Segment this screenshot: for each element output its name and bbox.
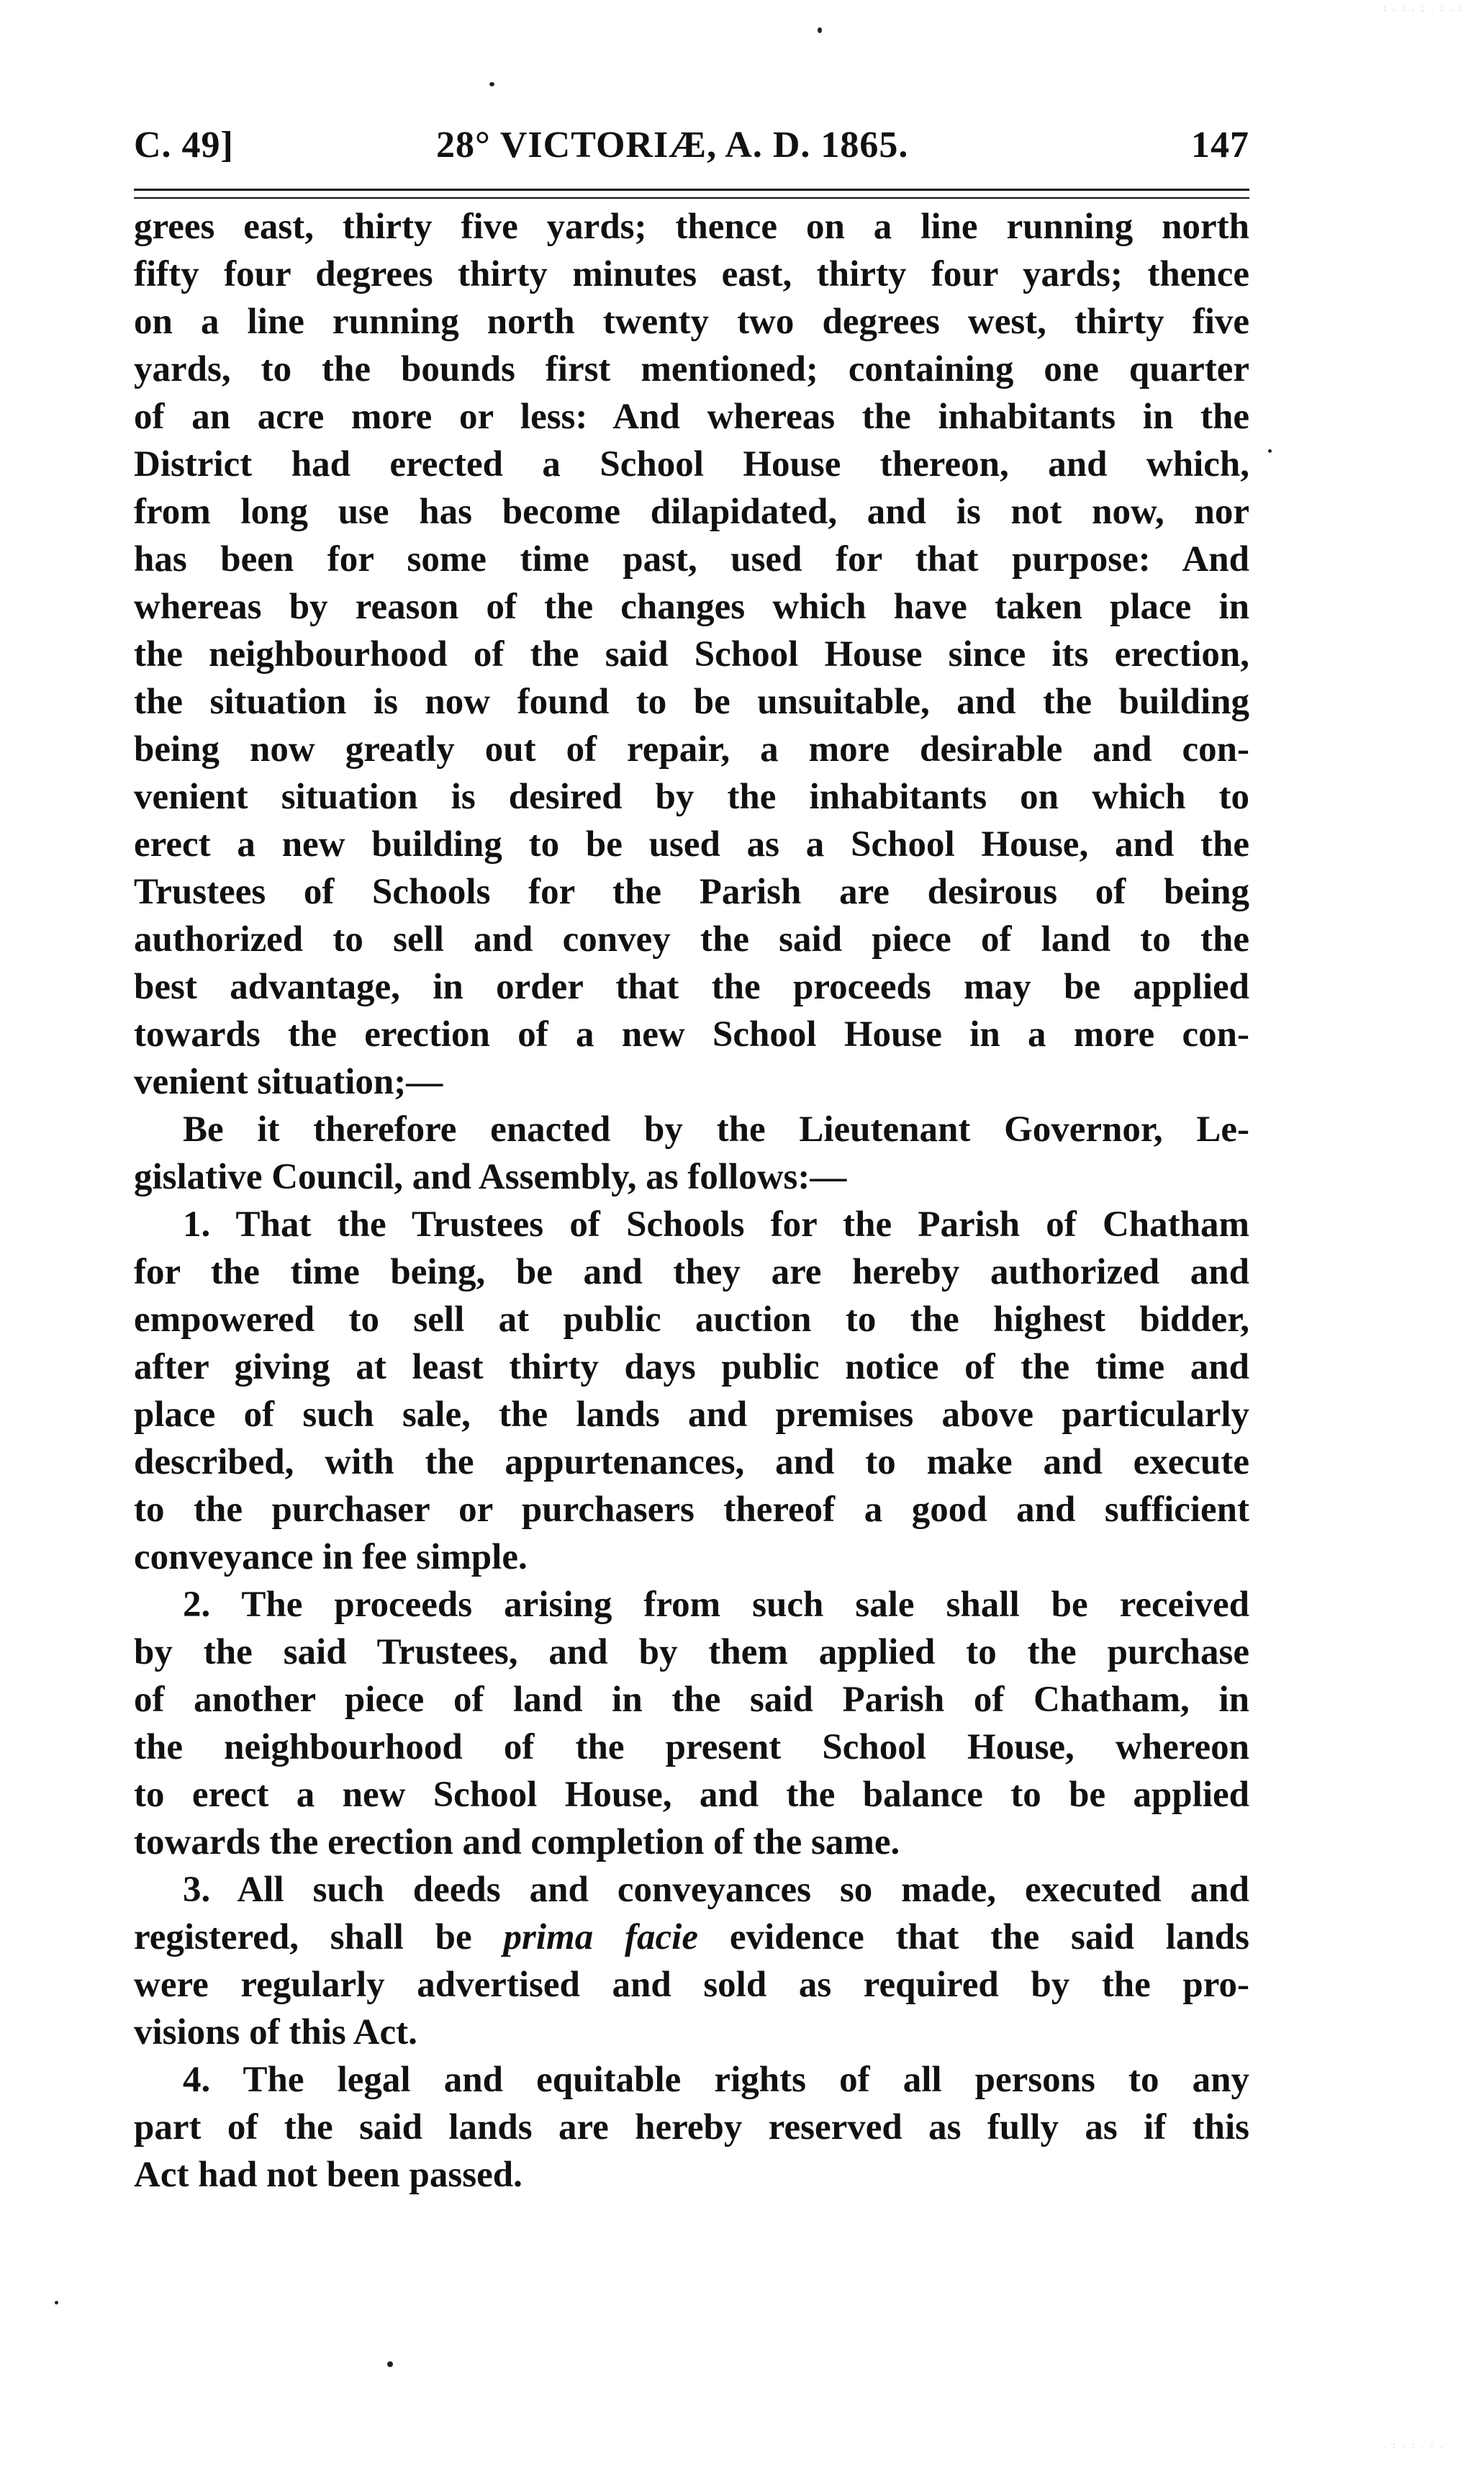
text-line: venient situation is desired by the inhabitants on which to [134, 777, 1249, 817]
ink-speck [387, 2361, 393, 2367]
scan-edge-noise: : . : . ; . : . : [1383, 3, 1465, 14]
page-header [134, 124, 1249, 181]
running-title: 28° VICTORIÆ, A. D. 1865. [436, 125, 909, 166]
text-line: grees east, thirty five yards; thence on a line running north [134, 207, 1249, 247]
text-line: for the time being, be and they are hereby authorized and [134, 1252, 1249, 1292]
text-line: visions of this Act. [134, 2012, 417, 2052]
section-4-line: 4. The legal and equitable rights of all persons to any [183, 2060, 1249, 2100]
text-segment: evidence that the said lands [729, 1917, 1250, 1957]
text-segment: registered, shall be [134, 1917, 472, 1957]
text-line: has been for some time past, used for that purpose: And [134, 539, 1249, 580]
text-line: being now greatly out of repair, a more desirable and con- [134, 729, 1249, 770]
ink-speck [818, 27, 822, 33]
text-line: place of such sale, the lands and premises above particularly [134, 1394, 1249, 1435]
section-3-line: 3. All such deeds and conveyances so made, executed and [183, 1870, 1249, 1910]
section-1-line: 1. That the Trustees of Schools for the Parish of Chatham [183, 1204, 1249, 1245]
ink-speck [1268, 449, 1272, 453]
text-line: on a line running north twenty two degrees west, thirty five [134, 302, 1249, 342]
text-line: towards the erection of a new School House in a more con- [134, 1014, 1249, 1055]
chapter-number: C. 49] [134, 125, 234, 166]
text-line: were regularly advertised and sold as required by the pro- [134, 1965, 1249, 2005]
text-line: Trustees of Schools for the Parish are desirous of being [134, 872, 1249, 912]
text-line: fifty four degrees thirty minutes east, thirty four yards; thence [134, 254, 1249, 294]
ink-speck [489, 82, 494, 86]
text-line: authorized to sell and convey the said piece of land to the [134, 919, 1249, 960]
text-line: whereas by reason of the changes which have taken place in [134, 587, 1249, 627]
scan-edge-noise: . : . : . : . [1383, 2441, 1445, 2451]
text-line: after giving at least thirty days public notice of the time and [134, 1347, 1249, 1387]
text-line: to erect a new School House, and the balance to be applied [134, 1775, 1249, 1815]
enacting-clause-line: Be it therefore enacted by the Lieutenant Governor, Le- [183, 1109, 1249, 1150]
italic-phrase: prima facie [503, 1917, 698, 1957]
text-line: the neighbourhood of the said School House since its erection, [134, 634, 1249, 675]
text-line: venient situation;— [134, 1062, 443, 1102]
text-line: part of the said lands are hereby reserved as fully as if this [134, 2107, 1249, 2148]
text-line: gislative Council, and Assembly, as follows:— [134, 1157, 847, 1197]
header-rule-bottom [134, 197, 1249, 199]
text-line: of another piece of land in the said Parish of Chatham, in [134, 1680, 1249, 1720]
text-line: by the said Trustees, and by them applied to the purchase [134, 1632, 1249, 1672]
text-line: described, with the appurtenances, and to make and execute [134, 1442, 1249, 1482]
text-line: erect a new building to be used as a School House, and the [134, 824, 1249, 865]
text-line: the situation is now found to be unsuitable, and the building [134, 682, 1249, 722]
text-line: from long use has become dilapidated, and is not now, nor [134, 492, 1249, 532]
text-line: of an acre more or less: And whereas the inhabitants in the [134, 397, 1249, 437]
header-rule-top [134, 189, 1249, 191]
text-line: yards, to the bounds first mentioned; containing one quarter [134, 349, 1249, 389]
text-line-with-italic [134, 1914, 1249, 1961]
text-line: empowered to sell at public auction to the highest bidder, [134, 1299, 1249, 1340]
text-line: best advantage, in order that the proceeds may be applied [134, 967, 1249, 1007]
ink-speck [55, 2301, 58, 2304]
section-2-line: 2. The proceeds arising from such sale shall be received [183, 1585, 1249, 1625]
body-text [134, 203, 1249, 2199]
text-line: the neighbourhood of the present School House, whereon [134, 1727, 1249, 1767]
text-line: towards the erection and completion of the same. [134, 1822, 900, 1862]
text-line: to the purchaser or purchasers thereof a good and sufficient [134, 1490, 1249, 1530]
text-line: conveyance in fee simple. [134, 1537, 528, 1577]
page-number: 147 [1191, 125, 1249, 166]
text-line: Act had not been passed. [134, 2155, 522, 2195]
text-line: District had erected a School House thereon, and which, [134, 444, 1249, 485]
